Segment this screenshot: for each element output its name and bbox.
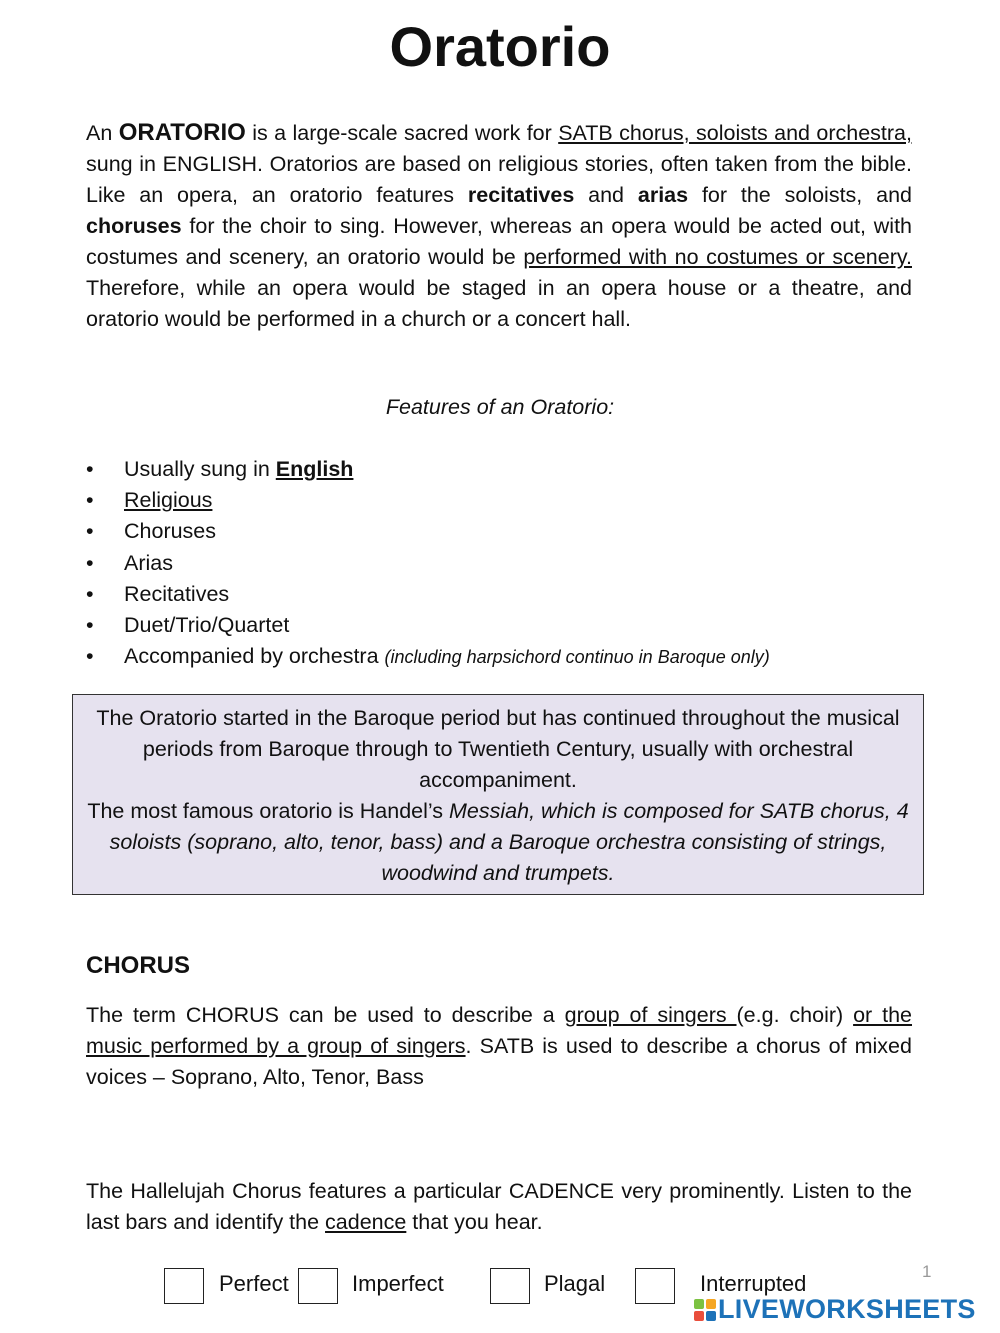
intro-text: for the choir to sing. However, whereas an opera would be acted out, with costumes and scenery, an oratorio would be (86, 214, 912, 269)
watermark-text: LIVEWORKSHEETS (718, 1294, 976, 1324)
feature-orchestra-note: (including harpsichord continuo in Baroque only) (384, 647, 770, 668)
features-list (86, 454, 966, 673)
cadence-text: that you hear. (406, 1210, 543, 1234)
list-item (86, 610, 966, 641)
plagal-checkbox[interactable] (490, 1268, 530, 1304)
page-number: 1 (922, 1262, 932, 1281)
choruses-term: choruses (86, 214, 182, 238)
bullet-icon: • (86, 519, 94, 544)
cadence-question (86, 1176, 912, 1238)
intro-text: sung in ENGLISH. Oratorios are based on religious stories, often taken from the bible. Like an opera, an oratorio features (86, 152, 912, 207)
list-item (86, 516, 966, 547)
plagal-label: Plagal (544, 1271, 606, 1296)
intro-text: and (574, 183, 638, 207)
recitatives-term: recitatives (467, 183, 575, 207)
perfect-label: Perfect (219, 1271, 289, 1296)
list-item (86, 641, 966, 673)
bullet-icon: • (86, 550, 94, 575)
arias-term: arias (637, 183, 689, 207)
bullet-icon: • (86, 488, 94, 513)
list-item (86, 485, 966, 516)
messiah-description: Messiah, which is composed for SATB chorus, 4 soloists (soprano, alto, tenor, bass) and a Baroque orchestra consisting of strings, woodwind and trumpets. (109, 799, 909, 885)
liveworksheets-watermark (693, 1292, 993, 1326)
info-box (72, 694, 924, 895)
chorus-text: . SATB is used to describe a chorus of mixed voices – Soprano, Alto, Tenor, Bass (86, 1034, 912, 1089)
bullet-icon: • (86, 613, 94, 638)
perfect-checkbox[interactable] (164, 1268, 204, 1304)
feature-religious: Religious (124, 488, 213, 513)
list-item (86, 579, 966, 610)
satb-underlined: SATB chorus, soloists and orchestra, (558, 121, 912, 145)
music-performed-underlined: or the music performed by a group of singers (86, 1003, 912, 1058)
liveworksheets-logo-icon (693, 1298, 717, 1322)
bullet-icon: • (86, 644, 94, 669)
feature-recitatives: Recitatives (124, 581, 230, 606)
list-item (86, 454, 966, 485)
feature-text: Usually sung in (124, 457, 276, 481)
no-costumes-underlined: performed with no costumes or scenery. (523, 245, 912, 269)
feature-english: English (275, 457, 354, 481)
feature-choruses: Choruses (124, 519, 217, 544)
intro-text: is a large-scale sacred work for (245, 121, 559, 145)
intro-text: for the soloists, and (688, 183, 912, 207)
oratorio-term: ORATORIO (118, 119, 246, 146)
features-heading: Features of an Oratorio: (385, 395, 615, 419)
cadence-text: The Hallelujah Chorus features a particular CADENCE very prominently. Listen to the last bars and identify the (86, 1179, 912, 1234)
chorus-paragraph (86, 1000, 912, 1093)
bullet-icon: • (86, 457, 94, 481)
intro-text: Therefore, while an opera would be staged in an opera house or a theatre, and oratorio would be performed in a church or a concert hall. (86, 276, 912, 331)
imperfect-checkbox[interactable] (298, 1268, 338, 1304)
imperfect-label: Imperfect (352, 1271, 444, 1296)
feature-ensembles: Duet/Trio/Quartet (124, 613, 290, 638)
interrupted-label: Interrupted (700, 1271, 807, 1296)
feature-orchestra: Accompanied by orchestra (124, 644, 385, 669)
interrupted-checkbox[interactable] (635, 1268, 675, 1304)
chorus-text: The term CHORUS can be used to describe a (86, 1003, 565, 1027)
intro-paragraph (86, 117, 912, 335)
bullet-icon: • (86, 581, 94, 606)
info-box-line: The Oratorio started in the Baroque period but has continued throughout the musical periods from Baroque through to Twentieth Century, usually with orchestral accompaniment. (96, 706, 900, 792)
info-box-text: The most famous oratorio is Handel’s (87, 799, 450, 823)
chorus-text: (e.g. choir) (736, 1003, 854, 1027)
info-box-line (87, 796, 909, 889)
intro-text: An (86, 121, 119, 145)
feature-arias: Arias (124, 550, 173, 575)
cadence-underlined: cadence (325, 1210, 407, 1234)
group-of-singers-underlined: group of singers (564, 1003, 737, 1027)
chorus-heading: CHORUS (86, 952, 191, 979)
page-title: Oratorio (389, 15, 611, 78)
list-item (86, 548, 966, 579)
